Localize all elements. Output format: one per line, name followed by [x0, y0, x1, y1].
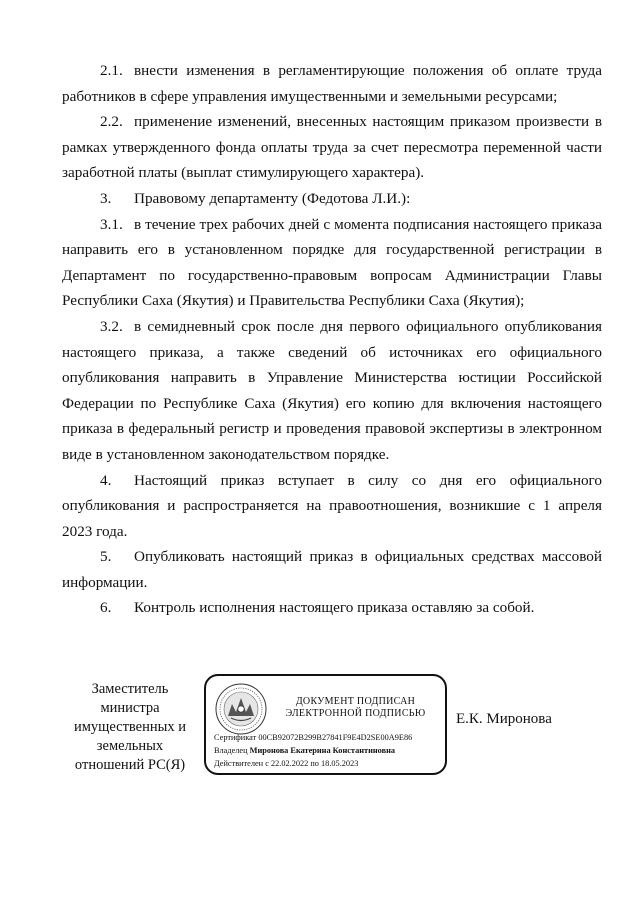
- paragraph-text: в семидневный срок после дня первого официального опубликования настоящего приказа, а также сведений об источниках его официального опубликования направить в Управление Министерства юстиции Российской Федерации по Республике Саха (Якутия) его копию для включения настоящего приказа в федеральный регистр и проведения правовой экспертизы в электронном виде в установленном законодательством порядке.: [62, 317, 602, 463]
- paragraph-number: 3.: [100, 189, 112, 207]
- paragraph-6: [62, 595, 602, 621]
- signatory-position-line: имущественных и: [73, 719, 186, 735]
- paragraph-text: Правовому департаменту (Федотова Л.И.):: [134, 189, 411, 207]
- paragraph-3: [62, 186, 602, 212]
- paragraph-3-2: [62, 314, 602, 468]
- paragraph-number: 3.2.: [100, 317, 123, 335]
- paragraph-text: Контроль исполнения настоящего приказа оставляю за собой.: [134, 599, 535, 617]
- paragraph-5: [62, 544, 602, 595]
- paragraph-number: 5.: [100, 548, 112, 566]
- stamp-certificate-label: Сертификат: [214, 733, 257, 742]
- signer-name: Е.К. Миронова: [456, 711, 552, 727]
- stamp-validity: Действителен с 22.02.2022 по 18.05.2023: [214, 759, 359, 768]
- paragraph-text: применение изменений, внесенных настоящим приказом произвести в рамках утвержденного фонда оплаты труда за счет пересмотра переменной части заработной платы (выплат стимулирующего характера).: [62, 113, 602, 182]
- stamp-heading-line: ДОКУМЕНТ ПОДПИСАН: [295, 696, 416, 707]
- stamp-certificate: [214, 733, 412, 743]
- paragraph-2-2: [62, 109, 602, 186]
- paragraph-number: 3.1.: [100, 215, 123, 233]
- coat-of-arms-icon: [214, 682, 268, 736]
- electronic-signature-stamp: [204, 674, 447, 775]
- stamp-owner-label: Владелец: [214, 746, 248, 755]
- stamp-heading: [268, 696, 443, 720]
- stamp-heading-line: ЭЛЕКТРОННОЙ ПОДПИСЬЮ: [285, 708, 426, 719]
- signatory-position-line: министра: [100, 700, 160, 716]
- paragraph-text: Опубликовать настоящий приказ в официальных средствах массовой информации.: [62, 548, 602, 591]
- paragraph-3-1: [62, 212, 602, 314]
- paragraph-text: в течение трех рабочих дней с момента подписания настоящего приказа направить его в установленном порядке для государственной регистрации в Департамент по государственно-правовым вопросам Администрации Главы Республики Саха (Якутия) и Правительства Республики Саха (Якутия);: [62, 215, 602, 310]
- stamp-owner-value: Миронова Екатерина Константиновна: [249, 746, 395, 755]
- paragraph-4: [62, 468, 602, 545]
- paragraph-2-1: [62, 58, 602, 109]
- signatory-position-line: отношений РС(Я): [74, 757, 186, 773]
- paragraph-number: 2.2.: [100, 113, 123, 131]
- document-body: [62, 58, 602, 621]
- paragraph-text: внести изменения в регламентирующие положения об оплате труда работников в сфере управления имущественными и земельными ресурсами;: [62, 62, 602, 105]
- stamp-owner: [214, 746, 395, 756]
- signatory-position: [60, 680, 200, 775]
- paragraph-number: 2.1.: [100, 62, 123, 79]
- stamp-certificate-value: 00CB92072B299B27841F9E4D2SE00A9E86: [258, 733, 413, 742]
- signatory-position-line: Заместитель: [91, 681, 169, 697]
- paragraph-number: 6.: [100, 599, 112, 617]
- paragraph-number: 4.: [100, 471, 112, 489]
- paragraph-text: Настоящий приказ вступает в силу со дня его официального опубликования и распространяется на правоотношения, возникшие с 1 апреля 2023 года.: [62, 471, 602, 540]
- signatory-position-line: земельных: [96, 738, 164, 754]
